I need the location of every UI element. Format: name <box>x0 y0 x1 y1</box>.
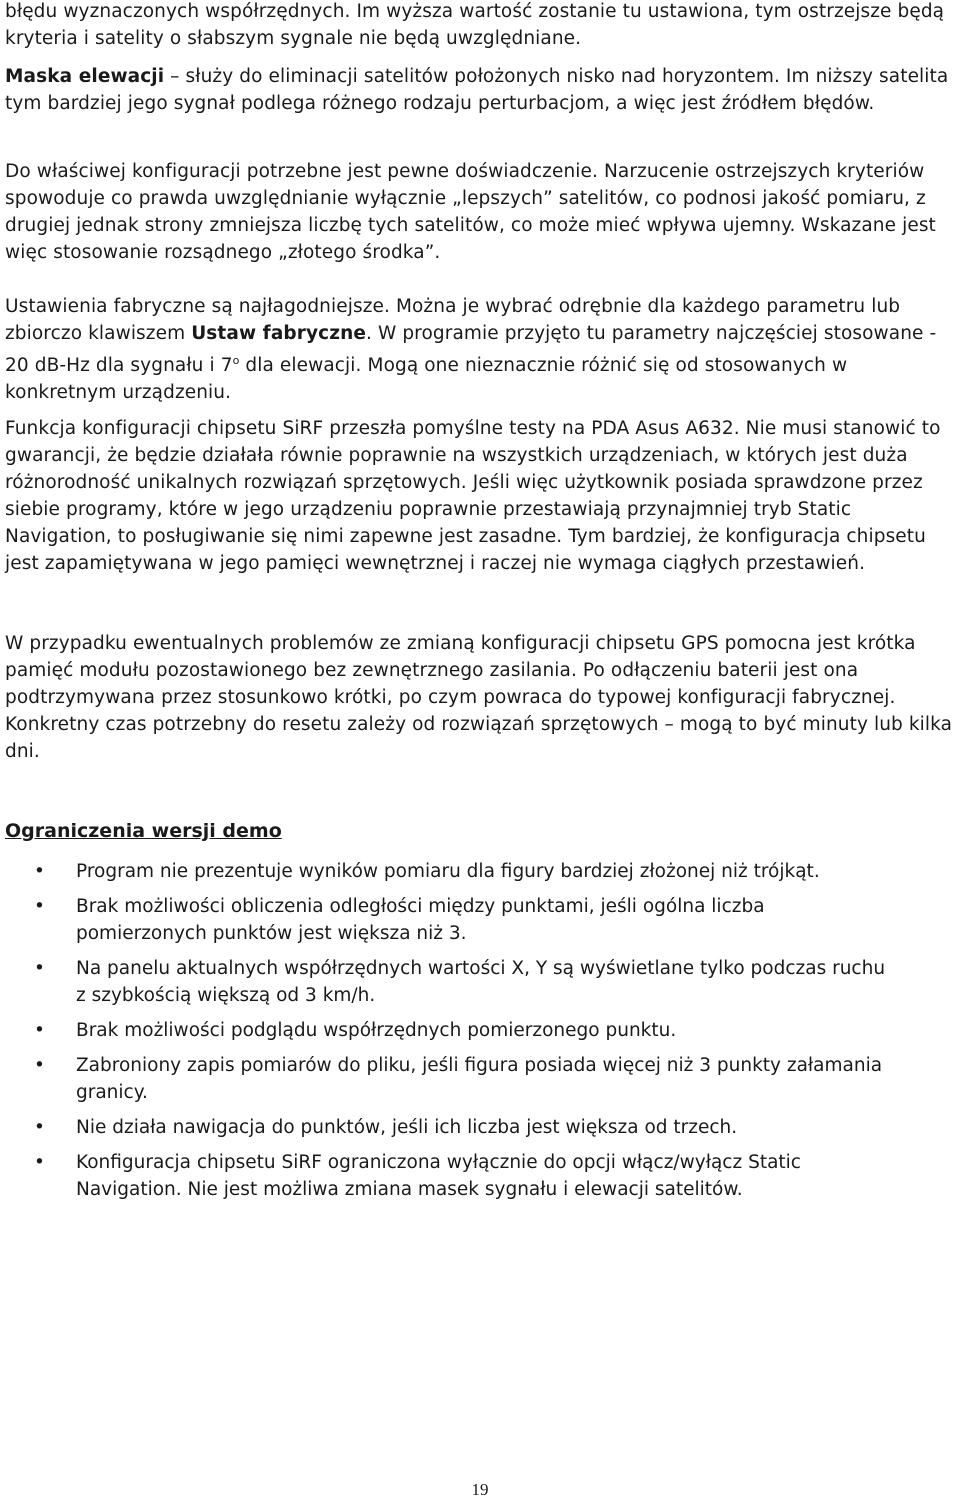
list-item: • Brak możliwości podglądu współrzędnych pomierzonego punktu. <box>0 1017 960 1044</box>
bullet-icon: • <box>34 896 45 917</box>
paragraph-text: W przypadku ewentualnych problemów ze zmianą konfiguracji chipsetu GPS pomocna jest krótka pamięć modułu pozostawionego bez zewnętrznego zasilania. Po odłączeniu baterii jest ona podtrzymywana przez stosunkowo krótki, po czym powraca do typowej konfiguracji fabrycznej. Konkretny czas potrzebny do resetu zależy od rozwiązań sprzętowych – mogą to być minuty lub kilka dni. <box>5 633 953 762</box>
list-item: • Konfiguracja chipsetu SiRF ograniczona wyłącznie do opcji włącz/wyłącz Static Navigation. Nie jest możliwa zmiana masek sygnału i elewacji satelitów. <box>0 1149 960 1203</box>
list-item: • Na panelu aktualnych współrzędnych wartości X, Y są wyświetlane tylko podczas ruchu z szybkością większą od 3 km/h. <box>0 955 960 1009</box>
paragraph-sirf-tests <box>5 415 955 577</box>
paragraph-elevation-mask <box>5 63 955 117</box>
bullet-icon: • <box>34 1117 45 1138</box>
bullet-icon: • <box>34 1055 45 1076</box>
paragraph-text: błędu wyznaczonych współrzędnych. Im wyższa wartość zostanie tu ustawiona, tym ostrzejsze będą kryteria i satelity o słabszym sygnale nie będą uwzględniane. <box>5 1 945 49</box>
bullet-icon: • <box>34 1152 45 1173</box>
paragraph-text: Ustawienia fabryczne są najłagodniejsze. Można je wybrać odrębnie dla każdego parametru lub zbiorczo klawiszem <box>5 296 901 344</box>
paragraph-text: – służy do eliminacji satelitów położonych nisko nad horyzontem. Im niższy satelita tym bardziej jego sygnał podlega różnego rodzaju perturbacjom, a więc jest źródłem błędów. <box>5 66 949 114</box>
list-item: • Zabroniony zapis pomiarów do pliku, jeśli figura posiada więcej niż 3 punkty załamania granicy. <box>0 1052 960 1106</box>
bullet-icon: • <box>34 1020 45 1041</box>
bullet-icon: • <box>34 958 45 979</box>
paragraph-gps-reset <box>5 630 955 765</box>
paragraph-text: dla elewacji. Mogą one nieznacznie różnić się od stosowanych w konkretnym urządzeniu. <box>5 355 848 404</box>
section-heading-demo-limitations: Ograniczenia wersji demo <box>5 820 282 842</box>
list-item: • Nie działa nawigacja do punktów, jeśli ich liczba jest większa od trzech. <box>0 1114 960 1141</box>
paragraph-factory-settings <box>5 293 955 406</box>
paragraph-filter-continuation <box>5 0 955 52</box>
page-number: 19 <box>471 1480 489 1499</box>
degree-superscript: o <box>232 354 240 367</box>
demo-limitations-list <box>0 858 960 1211</box>
paragraph-text: . W programie przyjęto tu parametry najczęściej stosowane - 20 dB-Hz dla sygnału i 7 <box>5 323 937 377</box>
paragraph-text: Funkcja konfiguracji chipsetu SiRF przeszła pomyślne testy na PDA Asus A632. Nie musi stanowić to gwarancji, że będzie działała równie poprawnie na wszystkich urządzeniach, w których jest duża różnorodność unikalnych rozwiązań sprzętowych. Jeśli więc użytkownik posiada sprawdzone przez siebie programy, które w jego urządzeniu poprawnie przestawiają przynajmniej tryb Static Navigation, to posługiwanie się nimi zapewne jest zasadne. Tym bardziej, że konfiguracja chipsetu jest zapamiętywana w jego pamięci wewnętrznej i raczej nie wymaga ciągłych przestawień. <box>5 418 941 574</box>
bullet-icon: • <box>34 861 45 882</box>
button-name-factory-settings: Ustaw fabryczne <box>191 323 366 344</box>
list-item: • Brak możliwości obliczenia odległości między punktami, jeśli ogólna liczba pomierzonych punktów jest większa niż 3. <box>0 893 960 947</box>
term-elevation-mask: Maska elewacji <box>5 66 165 87</box>
paragraph-text: Do właściwej konfiguracji potrzebne jest pewne doświadczenie. Narzucenie ostrzejszych kryteriów spowoduje co prawda uwzględnianie wyłącznie „lepszych” satelitów, co podnosi jakość pomiaru, z drugiej jednak strony zmniejsza liczbę tych satelitów, co może mieć wpływa ujemny. Wskazane jest więc stosowanie rozsądnego „złotego środka”. <box>5 161 936 263</box>
list-item: • Program nie prezentuje wyników pomiaru dla figury bardziej złożonej niż trójkąt. <box>0 858 960 885</box>
paragraph-configuration-experience <box>5 158 955 266</box>
